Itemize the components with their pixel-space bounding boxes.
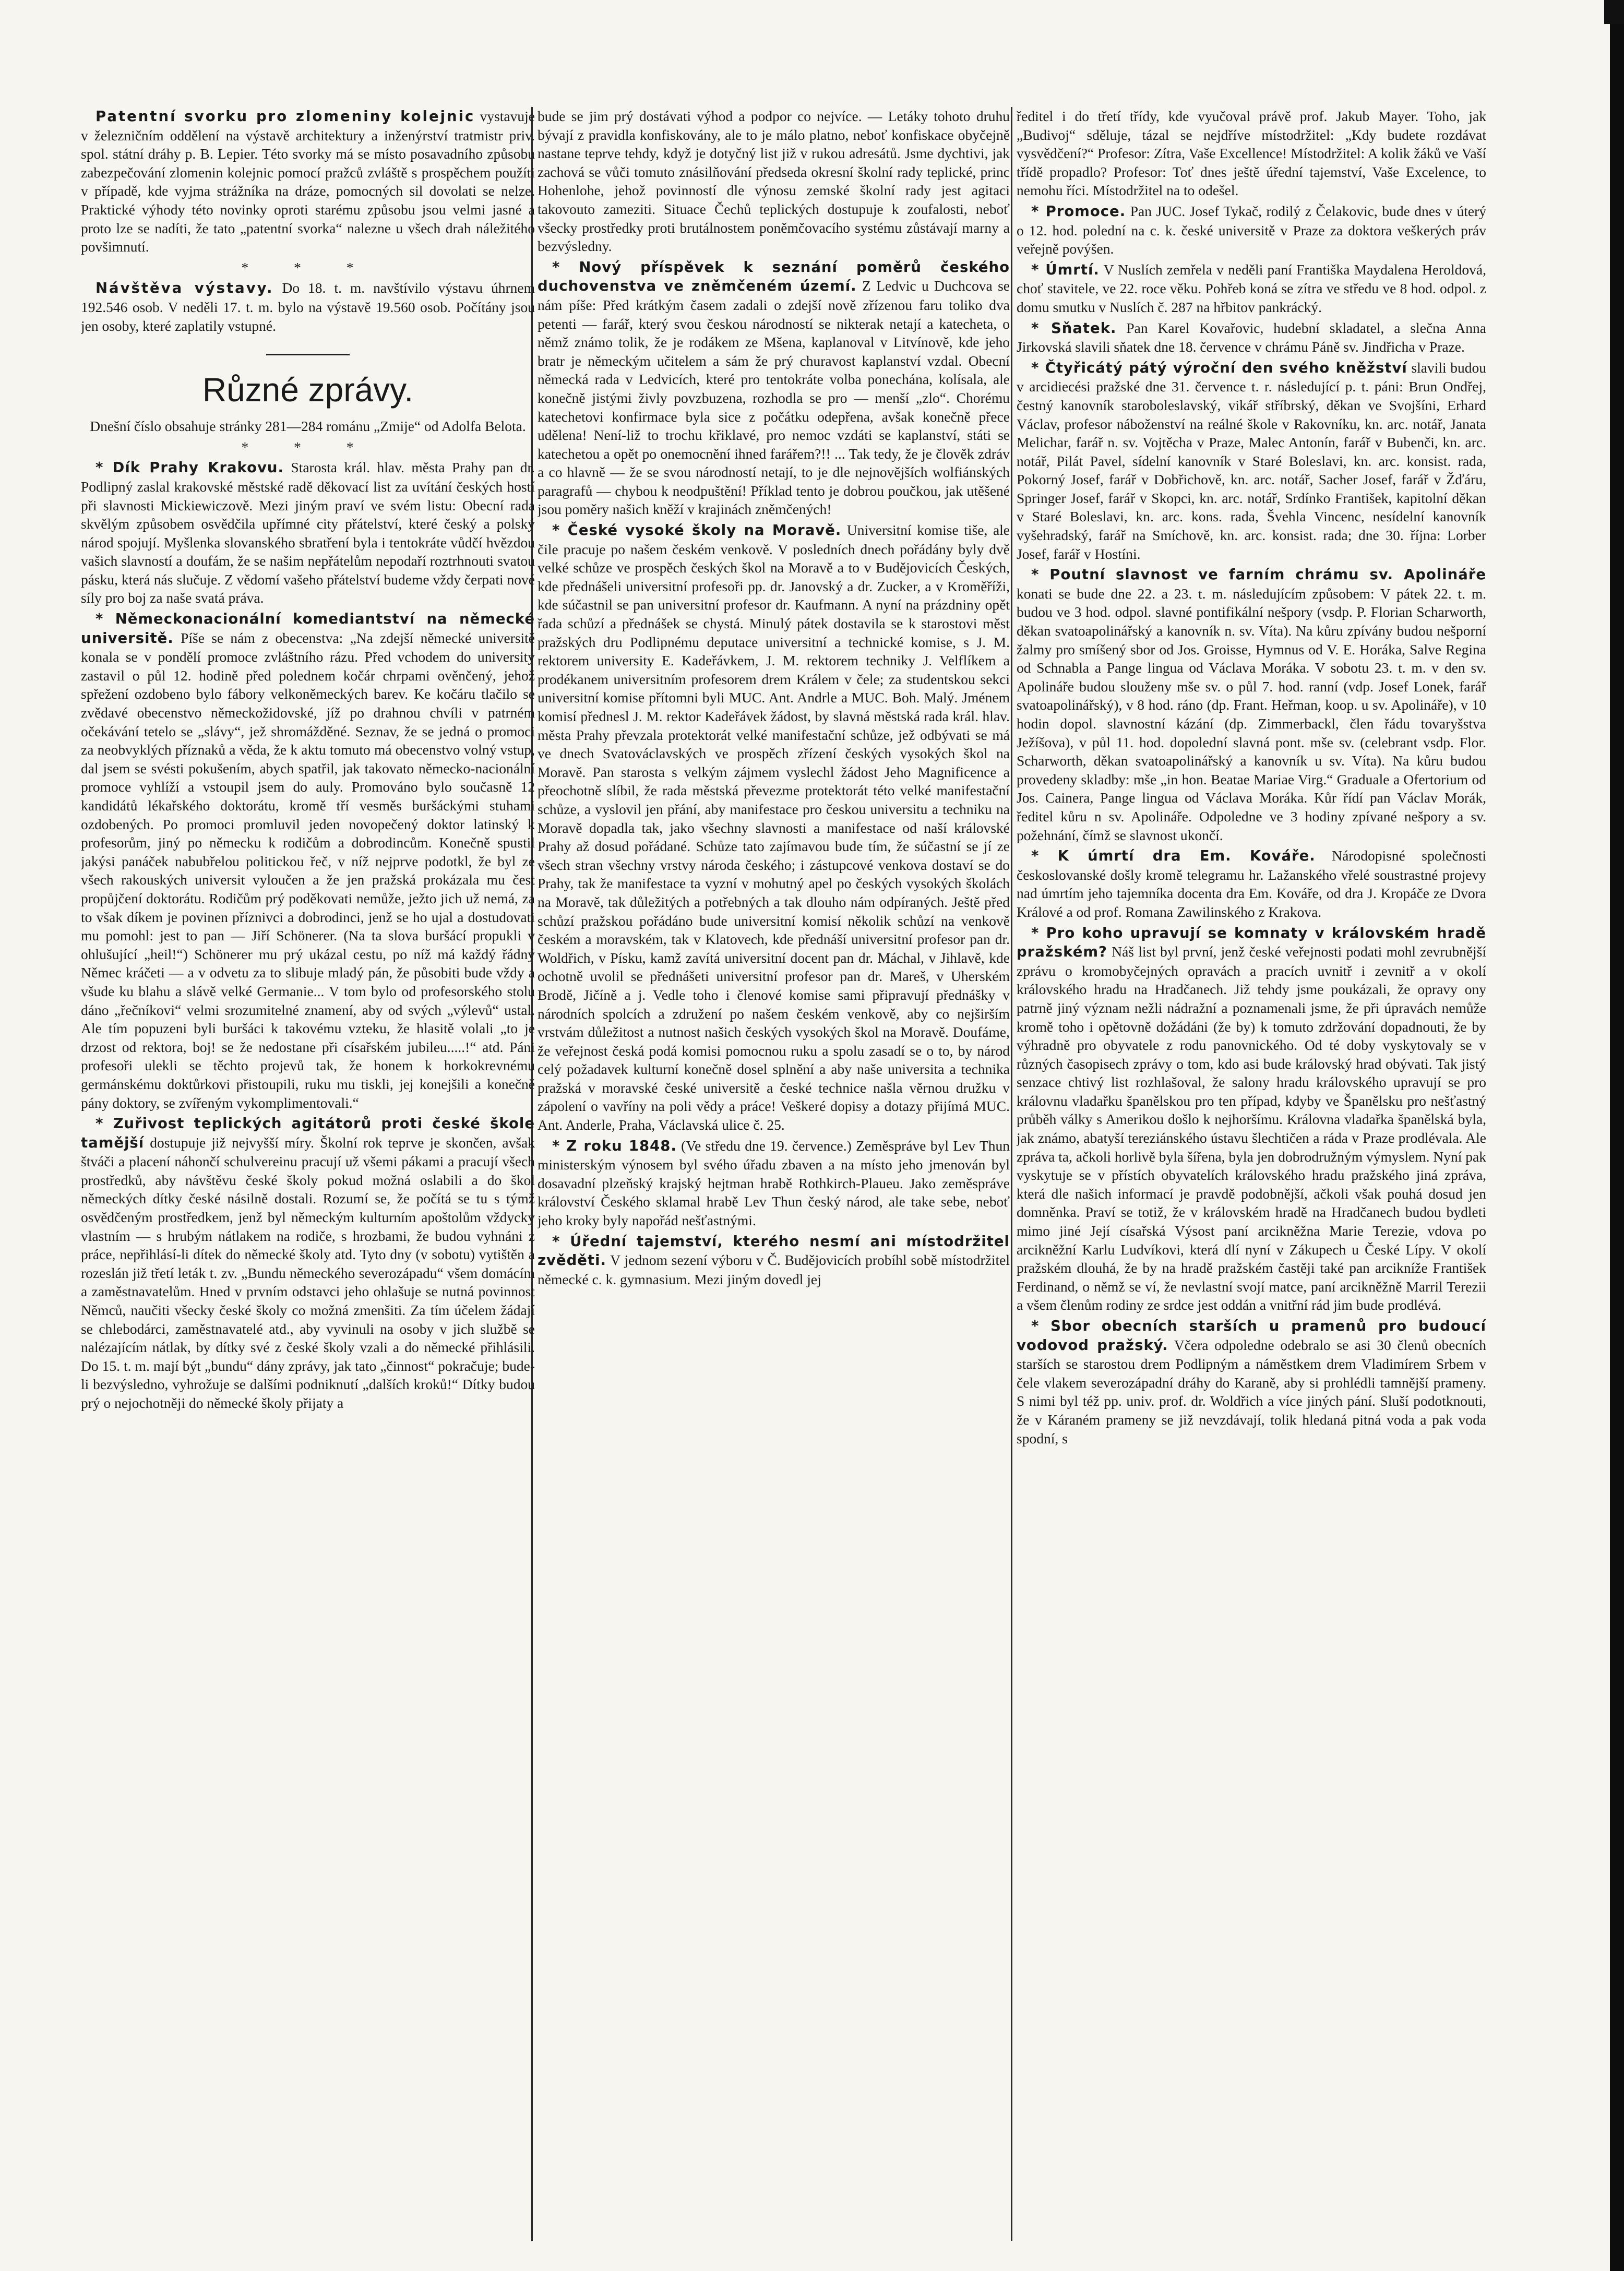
article-promotion [1017, 202, 1486, 258]
separator-stars: * * * [241, 259, 375, 276]
article-body: Včera odpoledne odebralo se asi 30 členů obecních starších se starostou drem Podlipným a náměstkem drem Vladimírem Srbem v čele vlakem severozápadní dráhy do Karaně, aby si prohlédli tamnější prameny. S nimi byl též pp. univ. prof. dr. Woldřich a více jiných pání. Sluší podotknouti, že v Káraném prameny se již nevzdávají, tolik hledaná pitná voda a pak voda spodní, s [1017, 1336, 1486, 1447]
section-title: Různé zprávy. [202, 371, 414, 409]
article-heading: Návštěva výstavy. [95, 280, 274, 297]
article-continuation: ředitel i do třetí třídy, kde vyučoval právě prof. Jakub Mayer. Toho, jak „Budivoj“ sděluje, tázal se nejdříve místodržitel: „Kdy budete rozdávat vysvědčení?“ Profesor: Zítra, Vaše Excellence! Místodržitel: A kolik žáků ve Vaší třídě propadlo? Profesor: Toť dnes ještě úřední tajemství, Vaše Excelence, to nemohu říci. Místodržitel na to odešel. [1017, 108, 1486, 199]
article-body: vystavuje v železničním oddělení na výstavě architektury a inženýrství tratmistr priv. spol. státní dráhy p. B. Lepier. Této svorky má se místo posavadního způsobu zabezpečování zlomenin kolejnic pomocí pražců zvláště s prospěchem použíti v případě, kde vyjma strážníka na dráze, pomocných sil dovolati se nelze. Praktické výhody této novinky oproti starému způsobu jsou velmi jasné a proto lze se nadíti, že tato „patentní svorka“ nalezne u všech drah náležitého povšimnutí. [81, 108, 535, 255]
article-kovar [1017, 846, 1486, 921]
article-visitors [81, 279, 535, 335]
scan-corner [1604, 0, 1624, 24]
article-body: Národopisné společnosti českoslovanské došly kromě telegramu hr. Lažanského vřelé soustrastné projevy nad úmrtím jeho tajemníka docenta dra Em. Kováře, od dra J. Kropáče ze Dvora Králové a od prof. Romana Zawilinského z Krakova. [1017, 847, 1486, 920]
article-death [1017, 260, 1486, 317]
section-divider [266, 354, 350, 355]
article-heading: * Poutní slavnost ve farním chrámu sv. Apolináře [1031, 566, 1486, 583]
article-body: Starosta král. hlav. města Prahy pan dr. Podlipný zaslal krakovské městské radě děkovací list za uvítání českých hostí při slavnosti Mickiewiczově. Mezi jiným praví ve svém listu: Obecní rada skvělým způsobem osvědčila upřímné city přátelství, které český a polský národ spojují. Myšlenka slovanského sbratření byla i tentokráte vůdčí hvězdou vašich slavností a doufám, že se našim nepřátelům nepodaří roztrhnouti svatou pásku, která nás slučuje. Z vědomí vašeho přátelství budeme vždy čerpati nové síly pro boj za naše svatá práva. [81, 459, 535, 606]
article-heading: Patentní svorku pro zlomeniny kolejnic [95, 108, 475, 125]
issue-note: Dnešní číslo obsahuje stránky 281—284 románu „Zmije“ od Adolfa Belota. [90, 418, 526, 435]
article-body: Do 18. t. m. navštívilo výstavu úhrnem 192.546 osob. V neděli 17. t. m. bylo na výstavě 19.560 osob. Počítány jsou jen osoby, které zaplatily vstupné. [81, 280, 535, 334]
article-heading: * České vysoké školy na Moravě. [552, 522, 842, 539]
article-body: Universitní komise tiše, ale čile pracuje po našem českém venkově. V posledních dnech pořádány byly dvě velké schůze ve prospěch českých škol na Moravě a to v Budějovicích Českých, kde přednášeli universitní profesoři pp. dr. Janovský a dr. Zucker, a v Kroměříži, kde súčastnil se pan universitní profesor dr. Kaufmann. A nyní na prázdniny opět řada schůzí a přednášek se chystá. Minulý pátek dostavila se k starostovi měst pražských dru Podlipnému deputace universitní a technické komise, s J. M. rektorem university E. Kadeřávkem, J. M. rektorem techniky J. Velflíkem a prodékanem universitním profesorem drem Králem v čele; za studentskou sekci universitní komise přítomni byli MUC. Ant. Andrle a MUC. Boh. Malý. Jménem komisí přednesl J. M. rektor Kadeřávek žádost, by slavná městská rada král. hlav. města Prahy převzala protektorát velké manifestační schůze, jež odbývati se má ve dnech Svatováclavských ve prospěch zřízení českých vysokých škol na Moravě. Pan starosta s velkým zájmem vyslechl žádost Jeho Magnificence a přeochotně slíbil, že rada městská převezme protektorát této velké manifestační schůze, a vyslovil jen přání, aby manifestace pro českou universitu a techniku na Moravě dopadla tak, jako všechny slavnosti a manifestace od naší královské Prahy až dosud pořádané. Schůze tato zajímavou bude tím, že súčastní se jí ze všech stran všechny vrstvy národa českého; i zástupcové venkova dostaví se do Prahy, tak že manifestace ta vyzní v mohutný apel po českých vysokých školách na Moravě, tak důležitých a potřebných a tak dlouho nám odpíraných. Ještě před schůzí pražskou pořádáno bude universitní komisí několik schůzí na venkově českém a moravském, tak v Klatovech, kde přednáší universitní profesor pan dr. Woldřich, v Písku, kamž zavítá universitní docent pan dr. Máchal, v Jihlavě, kde ochotně uvolil se přednášeti universitní profesor pan dr. Mareš, v Uherském Brodě, Jičíně a j. Vedle toho i členové komise sami připravují přednášky v národních spolcích a združení po našem českém venkově, aby co nejširším vrstvám důležitost a nutnost našich českých vysokých škol na Moravě. Doufáme, že veřejnost česká podá komisi pomocnou ruku a spolu zasadí se o to, by národ celý požadavek kulturní konečně dosel splnění a aby naše universita a technika pražská v moravské české universitě a české technice našla věrnou družku v zápolení o vavříny na poli vědy a práce! Veškeré dopisy a dotazy přijímá MUC. Ant. Anderle, Praha, Václavská ulice č. 25. [538, 522, 1010, 1133]
article-1848 [538, 1137, 1010, 1230]
scan-border [1610, 0, 1624, 2271]
article-priesthood [1017, 358, 1486, 564]
article-pilgrimage [1017, 565, 1486, 844]
article-heading: * Německonacionální komediantství na německé universitě. [81, 611, 535, 647]
article-university [81, 609, 535, 1112]
article-teplice [81, 1114, 535, 1413]
article-heading: * K úmrtí dra Em. Kováře. [1031, 847, 1316, 865]
article-body: Z Ledvic u Duchcova se nám píše: Před krátkým časem zadali o zdejší nově zřízenou faru toliko dva petenti — farář, který svou českou národností se nikterak netají a katecheta, o němž známo tolik, že je rodákem ze Mšena, kaplanoval v Litvínově, kde jeho bratr je německým učitelem a sám že prý churavost kaplanství vzdal. Obecní německá rada v Ledvicích, které pro tentokráte volba ponechána, kolísala, ale konečně jistými živly povzbuzena, rozhodla se pro — menší „zlo“. Chorému katechetovi konfirmace byla sice z počátku odepřena, avšak konečně přece udělena! Není-liž to trochu křiklavé, pro nemoc vzdáti se kaplanství, státi se katechetou a opět po onemocnění ihned farářem?!! ... Tak tedy, že je člověk zdráv a co hlavně — že se svou národností netají, to je dle nejnovějších wolfiánských paragrafů — chybou k neodpuštění! Příklad tento je dobrou poučkou, jak utěšené jsou poměry našich kněží v krajinách zněmčených! [538, 278, 1010, 518]
column-rule [1011, 107, 1012, 2241]
article-heading: * Zuřivost teplických agitátorů proti české škole tamější [81, 1115, 535, 1151]
article-heading: * Promoce. [1031, 202, 1126, 220]
article-clergy [538, 258, 1010, 519]
article-waterworks [1017, 1317, 1486, 1448]
article-heading: * Úřední tajemství, kterého nesmí ani místodržitel zvěděti. [538, 1233, 1010, 1269]
article-moravia-schools [538, 521, 1010, 1134]
article-body: konati se bude dne 22. a 23. t. m. následujícím způsobem: V pátek 22. t. m. budou ve 3 hod. odpol. slavné pontifikální nešpory (vsdp. P. Florian Scharworth, děkan svatoapolinářský a kanovník n. sv. Víta). Na kůru zpívány budou nešporní žalmy pro smíšený sbor od Jos. Groisse, Hymnus od V. E. Horáka, Salve Regina od Schnabla a Pange lingua od Václava Moráka. V sobotu 23. t. m. v den sv. Apolináře budou slouženy mše sv. o půl 7. hod. ranní (vdp. Josef Lonek, farář svatoapolinářský), v 8 hod. ráno (dp. Frant. Heřman, koop. u sv. Apolináře), v 10 hodin dopol. slavnostní kázání (dp. Zimmerbackl, člen řádu tovaryšstva Ježíšova), v půl 11. hod. dopolední slavná pont. mše sv. (celebrant vsdp. Flor. Scharworth, děkan svatoapolinářský a kanovník u sv. Víta). Na kůru budou provedeny skladby: mše „in hon. Beatae Mariae Virg.“ Graduale a Ofertorium od Jos. Cainera, Pange lingua od Václava Moráka. Kůr řídí pan Václav Morák, ředitel kůru n sv. Apolináře. Odpoledne ve 3 hodiny zpívané nešpory a sv. požehnání, čímž se slavnost ukončí. [1017, 585, 1486, 843]
article-official-secret [538, 1232, 1010, 1289]
article-heading: * Sňatek. [1031, 319, 1117, 337]
column-2 [538, 107, 1010, 2236]
article-heading: * Nový příspěvek k seznání poměrů českého duchovenstva ve zněmčeném území. [538, 258, 1010, 295]
article-heading: * Sbor obecních starších u pramenů pro budoucí vodovod pražský. [1017, 1318, 1486, 1354]
article-body: (Ve středu dne 19. července.) Zeměspráve byl Lev Thun ministerským výnosem byl svého úřadu zbaven a na místo jeho jmenován byl dosavadní plzeňský krajský hejtman hrabě Rothkirch-Plaueu. Jako zeměspráve království Českého sklamal hrabě Lev Thun český národ, ale take sebe, neboť jeho kroky byly napořád nešťastnými. [538, 1137, 1010, 1229]
article-heading: * Čtyřicátý pátý výroční den svého kněžství [1031, 359, 1407, 376]
article-body: Pan Karel Kovařovic, hudební skladatel, a slečna Anna Jirkovská slavili sňatek dne 18. července v chrámu Páně sv. Jindřicha v Praze. [1017, 319, 1486, 355]
article-heading: * Z roku 1848. [552, 1137, 677, 1154]
article-patent-clamp [81, 107, 535, 256]
article-heading: * Pro koho upravují se komnaty v královském hradě pražském? [1017, 924, 1486, 961]
article-body: dostupuje již nejvyšší míry. Školní rok teprve je skončen, avšak štváči a placení náhončí schulvereinu pracují už všemi pákami a pracují všech prostředků, aby návštěvu české školy pokud možná oslabili a do škol německých dítky české násilně dostali. Rozumí se, že počítá se tu s týmž osvědčeným prostředkem, jenž byl německým kulturním apoštolům vždycky vlastním — s hrubým nátlakem na rodiče, s hrozbami, že budou vyhnáni z práce, nepřihlásí-li dítek do německé školy atd. Tyto dny (v sobotu) vytištěn a rozeslán již třetí leták t. zv. „Bundu německého severozápadu“ všem domácím a zaměstnavatelům. Hned v prvním odstavci jeho ohlašuje se nutná povinnost Němců, naučiti všecky české školy co možná zmenšiti. Za tím účelem žádají se chlebodárci, zaměstnavatelé atd., aby vyvinuli na osoby v jich službě se nalézajícím nátlak, by dítky své z české školy vzali a do německé přihlásili. Do 15. t. m. mají být „bundu“ dány zprávy, jak tato „činnost“ pokračuje; bude-li bezvýsledno, vyhrožuje se dalšími podniknutí „dalších kroků!“ Dítky budou prý o nejochotněji do německé školy přijaty a [81, 1134, 535, 1411]
column-3 [1017, 107, 1486, 2236]
article-heading: * Úmrtí. [1031, 261, 1100, 278]
article-body: V jednom sezení výboru v Č. Budějovicích probíhl sobě místodržitel německé c. k. gymnasium. Mezi jiným dovedl jej [538, 1252, 1010, 1287]
article-body: V Nuslích zemřela v neděli paní Františka Maydalena Heroldová, choť stavitele, ve 22. roce věku. Pohřeb koná se zítra ve středu ve 8 hod. odpol. z domu smutku v Nuslích č. 287 na hřbitov pankrácký. [1017, 261, 1486, 315]
article-continuation: bude se jim prý dostávati výhod a podpor co nejvíce. — Letáky tohoto druhu bývají z pravidla konfiskovány, ale to je málo platno, neboť konfiskace obyčejně nastane teprve tehdy, když je dotyčný list již v rukou adresátů. Jsme dychtivi, jak zachová se vůči tomuto znásilňování předseda okresní školní rady teplické, princ Hohenlohe, jehož povinností dle výnosu zemské školní rady jest agitaci takovouto zameziti. Situace Čechů teplických dostupuje k zoufalosti, neboť všecky prostředky proti brutálnostem poněmčovacího systému zůstávají marny a bezvýsledny. [538, 108, 1010, 255]
article-body: slavili budou v arcidiecési pražské dne 31. července t. r. následující p. t. páni: Brun Ondřej, čestný kanovník staroboleslavský, vikář stříbrský, děkan ve Svojšíni, Erhard Václav, profesor náboženství na reálné škole v Rakovníku, kn. arc. notář, Janata Melichar, farář n. sv. Vojtěcha v Praze, Malec Antonín, farář v Bubenči, kn. arc. notář, Pilát Pavel, sídelní kanovník v Staré Boleslavi, kn. arc. konsist. rada, Pokorný Josef, farář v Dobřichově, kn. arc. notář, Sacher Josef, farář v Žďáru, Springer Josef, farář v Skopci, kn. arc. notář, Srdínko František, kapitolní děkan v Staré Boleslavi, kn. arc. kons. rada, Švehla Vincenc, nesídelní kanovník vyšehradský, farář na Smíchově, kn. arc. konsist. rada; dne 30. října: Lorber Josef, farář v Hostíni. [1017, 359, 1486, 562]
article-body: Pan JUC. Josef Tykač, rodilý z Čelakovic, bude dnes v úterý o 12. hod. polední na c. k. české universitě v Praze za doktora veškerých práv veřejně povýšen. [1017, 202, 1486, 257]
article-castle [1017, 924, 1486, 1314]
article-wedding [1017, 319, 1486, 356]
column-1 [81, 107, 535, 2236]
article-thanks-krakow [81, 458, 535, 607]
separator-stars: * * * [241, 438, 375, 455]
article-body: Náš list byl první, jenž české veřejnosti podati mohl zevrubnější zprávu o kromobyčejných opravách a pracích uvnitř i zevnitř a v okolí královského hradu na Hradčanech. Již tehdy jsme poukázali, že opravy ony patrně jiný význam nežli nádražní a poznamenali jsme, že při úpravách nemůže kromě toho i opětovně dožádáni (že by) k tomuto zdržování dopadnouti, že by výhradně pro obyvatele z rodu panovnického. Od té doby vyskytovaly se v různých časopisech zprávy o tom, kdo asi bude královský hrad obývati. Tak jistý senzace chtivý list rozhlašoval, že salony hradu královského upravují se pro královnu vladařku španělskou pro ten případ, kdyby ve Španělsku pro nešťastný průběh války s Amerikou došlo k nejhoršímu. Královna vladařka španělská byla, jak známo, abatyší tereziánského ústavu šlechtičen a ráda v Praze prodlévala. Ale zpráva ta, ačkoli horlivě byla šířena, byla jen dobrodružným výmyslem. Nyní pak vyskytuje se v přístích obyvatelích královského hradu pražského jiná zpráva, která dle našich informací je pravdě podobnější, ačkoli však pouhá dosud jen domněnka. Praví se totiž, že v královském hradě na Hradčanech budou bydleti mimo jiné Její císařská Výsost paní arcikněžna Marie Terezie, vdova po arcikněžní Karlu Ludvíkovi, která dlí nyní v Zákupech u České Lípy. V okolí pražském dlouhá, že by na hradě pražském častěji také pan arcikníže František Ferdinand, o němž se ví, že nevlastní svojí matce, paní arcikněžně Marril Terezii a všem členům rodiny ze srdce jest oddán a vnitřní rád jim bude prodlévá. [1017, 943, 1486, 1313]
article-heading: * Dík Prahy Krakovu. [95, 459, 284, 476]
article-body: Píše se nám z obecenstva: „Na zdejší německé universitě konala se v pondělí promoce zvláštního rázu. Před vchodem do university zastavil o půl 12. hodině před polednem kočár chrpami ověnčený, jehož spřežení ozdobeno bylo fábory velkoněmeckých barev. Ke kočáru tlačilo se zvědavé obecenstvo německožidovské, jíž po drahnou chvíli v patrném očekávání tetelo se „slávy“, jež shromážděné. Seznav, že se jedná o promoci za neobvyklých příznaků a věda, že k aktu tomuto má obecenstvo volný vstup, dal jsem se svésti pokušením, abych spatřil, jak takovato německo-nacionální promoce vyhlíží a vstoupil jsem do auly. Promováno bylo současně 12 kandidátů lékařského doktorátu, kromě tří vesměs buršáckými stuhami ozdobených. Po promoci promluvil jeden novopečený doktor latinský k profesorům, jiný po německu k rodičům a dobrodincům. Konečně spustil jakýsi panáček nabubřelou politickou řeč, v níž nejprve podotkl, že byl ze všech rakouských universit vyloučen a že jen pražská prokázala mu čest propůjčení doktorátu. Rodičům prý poděkovati nemůže, ježto jich už nemá, za to však díkem je povinen příznivci a dobrodinci, jenž se ho ujal a dostudovati mu pomohl: jest to pan — Jiří Schönerer. (Na ta slova buršácí propukli v ohlušující „heil!“) Schönerer mu prý ukázal cestu, po níž má každý řádný Němec kráčeti — a v odvetu za to slibuje mladý pán, že působiti bude vždy a všude ku blahu a slávě velké Germanie... V tom bylo od profesorského stolu dáno „řečníkovi“ velmi srozumitelné znamení, aby od svých „výlevů“ ustal. Ale tím popuzeni byli buršáci k takovému vzteku, že hlasitě volali „to je drzost od rektora, boj! se že nedostane při císařském jubileu.....!“ atd. Páni profesoři ulekli se těchto projevů tak, že honem k horkokrevnému germánskému doktůrkovi přistoupili, ruku mu tiskli, jej konejšili a konečně pány doktory, se zvířeným vykomplimentovali.“ [81, 629, 535, 1111]
